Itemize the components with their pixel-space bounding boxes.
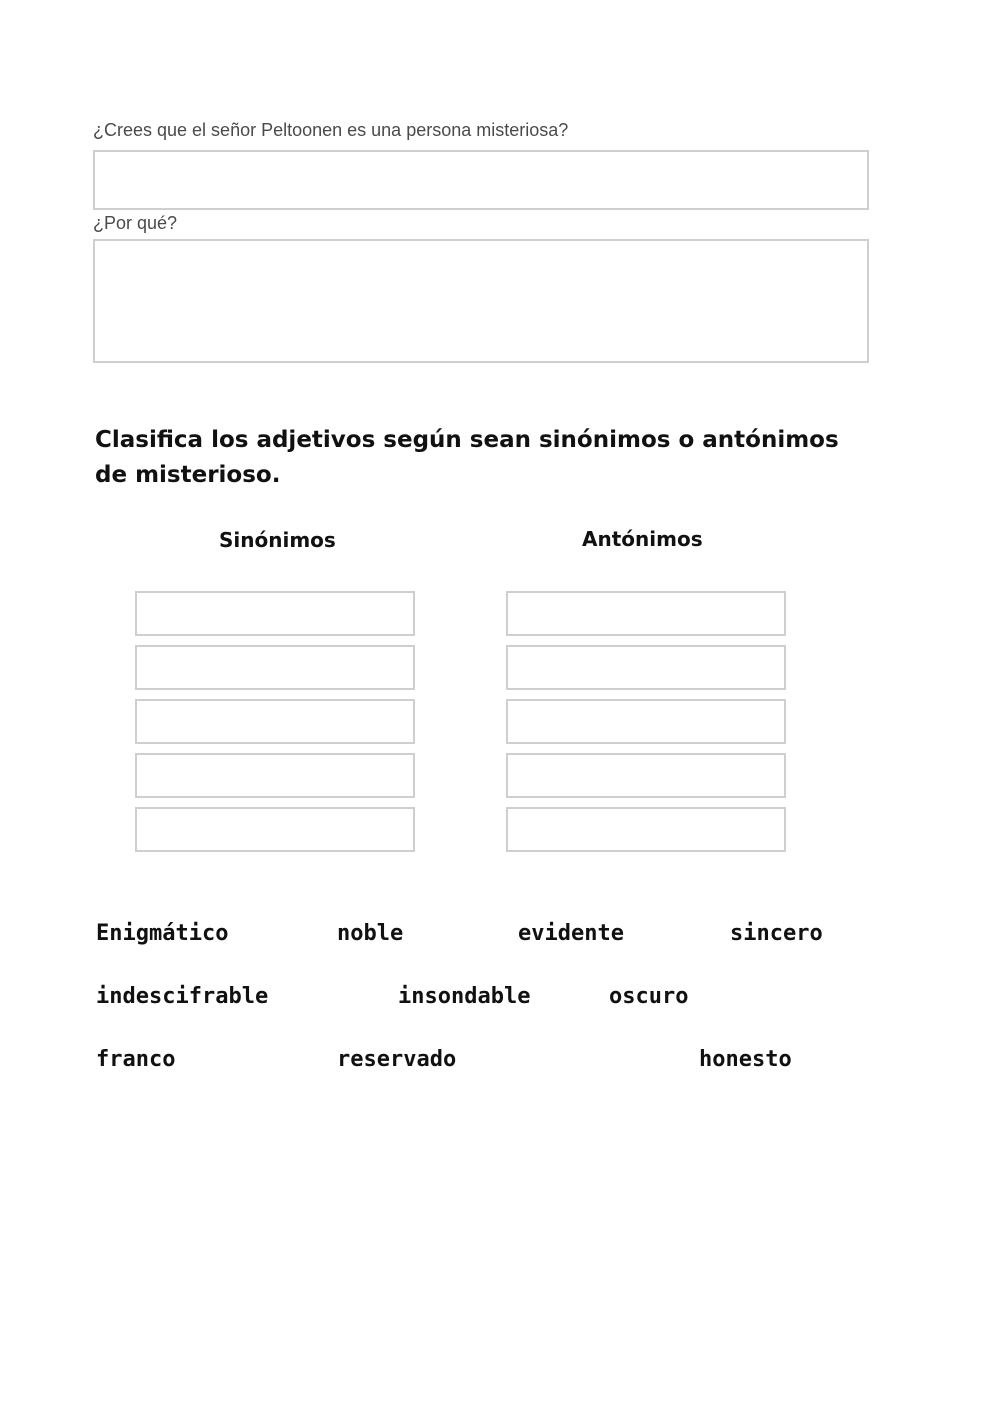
antonym-slot-2[interactable] <box>506 645 786 690</box>
word-sincero[interactable]: sincero <box>730 921 823 946</box>
synonym-slot-3[interactable] <box>135 699 415 744</box>
antonym-slot-3[interactable] <box>506 699 786 744</box>
question-2-answer-box[interactable] <box>93 239 869 363</box>
word-evidente[interactable]: evidente <box>518 921 624 946</box>
word-reservado[interactable]: reservado <box>337 1047 457 1072</box>
antonym-slot-4[interactable] <box>506 753 786 798</box>
classification-instruction: Clasifica los adjetivos según sean sinónimos o antónimos de misterioso. <box>95 427 839 488</box>
synonyms-heading: Sinónimos <box>219 528 336 552</box>
question-1-answer-box[interactable] <box>93 150 869 210</box>
question-2-label: ¿Por qué? <box>93 213 178 233</box>
word-insondable[interactable]: insondable <box>398 984 531 1009</box>
synonym-slot-4[interactable] <box>135 753 415 798</box>
synonym-slot-5[interactable] <box>135 807 415 852</box>
antonym-slot-1[interactable] <box>506 591 786 636</box>
word-noble[interactable]: noble <box>337 921 404 946</box>
question-1-label: ¿Crees que el señor Peltoonen es una persona misteriosa? <box>93 120 569 140</box>
synonym-slot-2[interactable] <box>135 645 415 690</box>
synonym-slot-1[interactable] <box>135 591 415 636</box>
antonyms-heading: Antónimos <box>582 527 703 551</box>
word-honesto[interactable]: honesto <box>699 1047 792 1072</box>
word-franco[interactable]: franco <box>96 1047 176 1072</box>
word-indescifrable[interactable]: indescifrable <box>96 984 269 1009</box>
word-enigmatico[interactable]: Enigmático <box>96 921 229 946</box>
word-oscuro[interactable]: oscuro <box>609 984 689 1009</box>
antonym-slot-5[interactable] <box>506 807 786 852</box>
